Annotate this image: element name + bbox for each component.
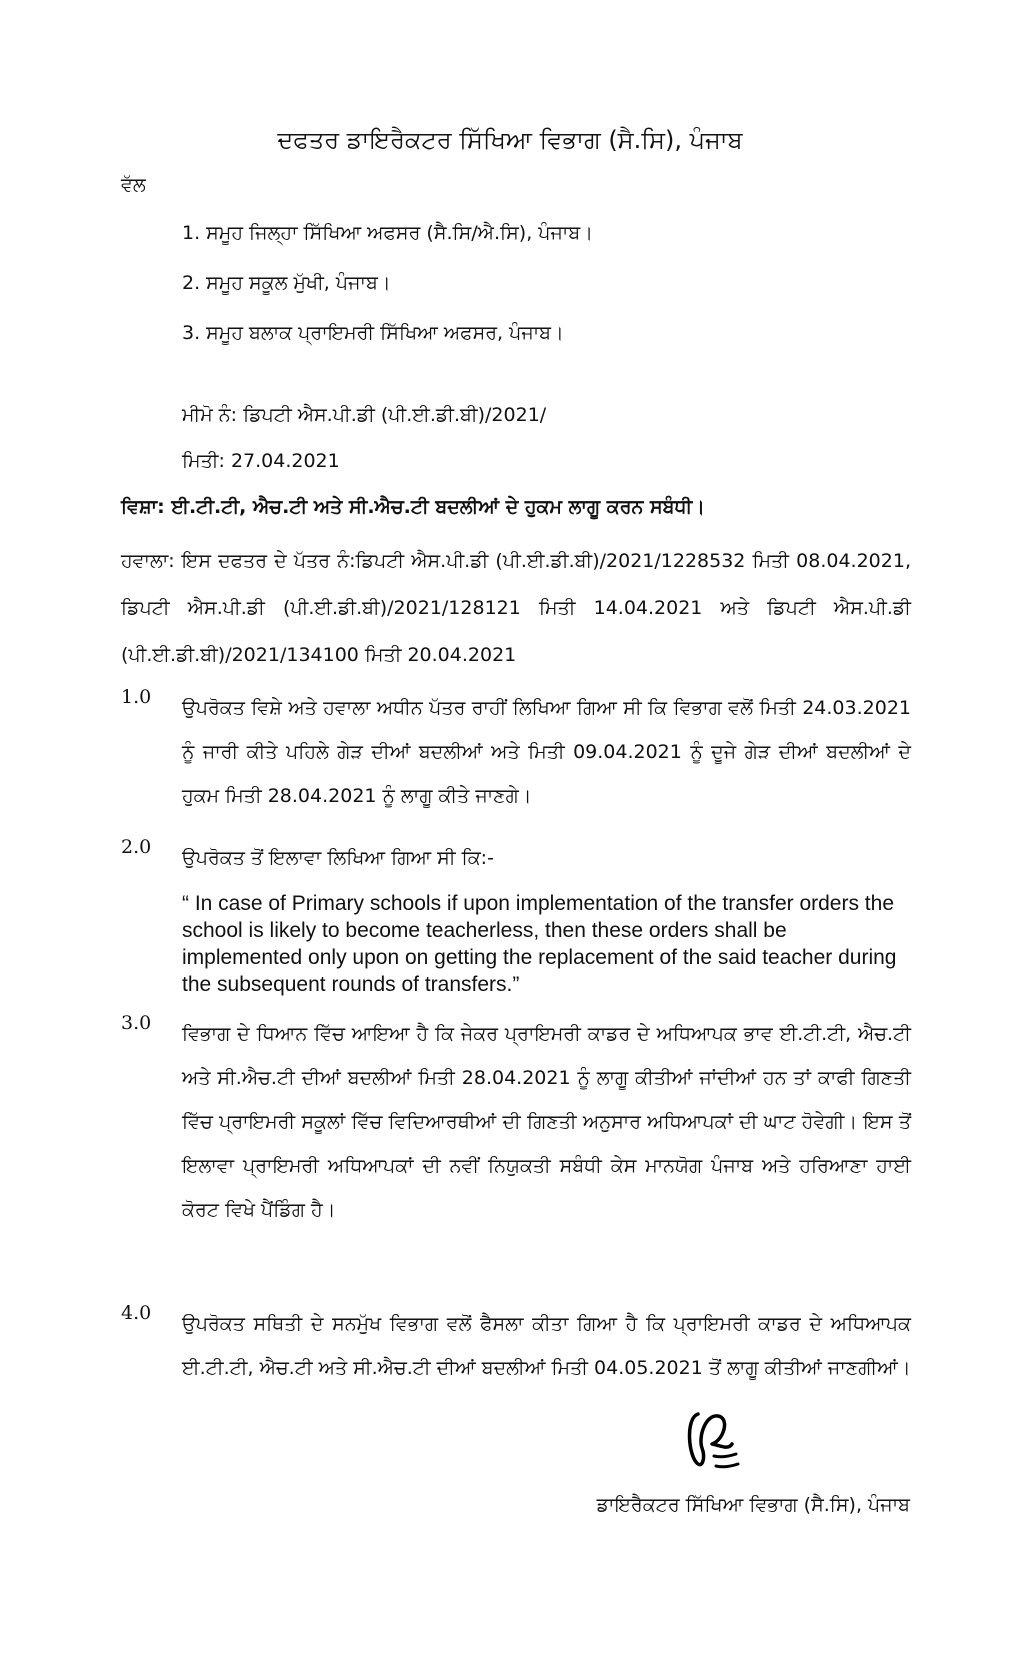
recipient-item: 3. ਸਮੂਹ ਬਲਾਕ ਪ੍ਰਾਇਮਰੀ ਸਿੱਖਿਆ ਅਫਸਰ, ਪੰਜਾਬ। (182, 322, 564, 344)
reference-text: ਹਵਾਲਾ: ਇਸ ਦਫਤਰ ਦੇ ਪੱਤਰ ਨੰ:ਡਿਪਟੀ ਐਸ.ਪੀ.ਡੀ (ਪੀ.ਈ.ਡੀ.ਬੀ)/2021/1228532 ਮਿਤੀ 08.04.2021, ਡਿਪਟੀ ਐਸ.ਪੀ.ਡੀ (ਪੀ.ਈ.ਡੀ.ਬੀ)/2021/128121 ਮਿਤੀ 14.04.2021 ਅਤੇ ਡਿਪਟੀ ਐਸ.ਪੀ.ਡੀ (ਪੀ.ਈ.ਡੀ.ਬੀ)/2021/134100 ਮਿਤੀ 20.04.2021 (121, 550, 911, 666)
recipient-list (182, 218, 593, 368)
handwritten-signature (676, 1400, 756, 1480)
paragraph-number: 4.0 (121, 1302, 152, 1324)
paragraph-text: ਵਿਭਾਗ ਦੇ ਧਿਆਨ ਵਿੱਚ ਆਇਆ ਹੈ ਕਿ ਜੇਕਰ ਪ੍ਰਾਇਮਰੀ ਕਾਡਰ ਦੇ ਅਧਿਆਪਕ ਭਾਵ ਈ.ਟੀ.ਟੀ, ਐਚ.ਟੀ ਅਤੇ ਸੀ.ਐਚ.ਟੀ ਦੀਆਂ ਬਦਲੀਆਂ ਮਿਤੀ 28.04.2021 ਨੂੰ ਲਾਗੂ ਕੀਤੀਆਂ ਜਾਂਦੀਆਂ ਹਨ ਤਾਂ ਕਾਫੀ ਗਿਣਤੀ ਵਿੱਚ ਪ੍ਰਾਇਮਰੀ ਸਕੂਲਾਂ ਵਿੱਚ ਵਿਦਿਆਰਥੀਆਂ ਦੀ ਗਿਣਤੀ ਅਨੁਸਾਰ ਅਧਿਆਪਕਾਂ ਦੀ ਘਾਟ ਹੋਵੇਗੀ। ਇਸ ਤੋਂ ਇਲਾਵਾ ਪ੍ਰਾਇਮਰੀ ਅਧਿਆਪਕਾਂ ਦੀ ਨਵੀਂ ਨਿਯੁਕਤੀ ਸਬੰਧੀ ਕੇਸ ਮਾਨਯੋਗ ਪੰਜਾਬ ਅਤੇ ਹਰਿਆਣਾ ਹਾਈ ਕੋਰਟ ਵਿਖੇ ਪੈਂਡਿੰਗ ਹੈ। (182, 1023, 911, 1221)
paragraph-number: 3.0 (121, 1012, 152, 1034)
memo-date: ਮਿਤੀ: 27.04.2021 (182, 450, 340, 472)
recipient-item: 1. ਸਮੂਹ ਜਿਲ੍ਹਾ ਸਿੱਖਿਆ ਅਫਸਰ (ਸੈ.ਸਿ/ਐ.ਸਿ), ਪੰਜਾਬ। (182, 222, 594, 244)
signatory-designation: ਡਾਇਰੈਕਟਰ ਸਿੱਖਿਆ ਵਿਭਾਗ (ਸੈ.ਸਿ), ਪੰਜਾਬ (596, 1494, 910, 1516)
paragraph-number: 2.0 (121, 836, 152, 858)
office-heading: ਦਫਤਰ ਡਾਇਰੈਕਟਰ ਸਿੱਖਿਆ ਵਿਭਾਗ (ਸੈ.ਸਿ), ਪੰਜਾਬ (277, 126, 743, 154)
paragraph-text: ਉਪਰੋਕਤ ਤੋਂ ਇਲਾਵਾ ਲਿਖਿਆ ਗਿਆ ਸੀ ਕਿ:- (182, 847, 494, 869)
memo-number: ਮੀਮੋ ਨੰ: ਡਿਪਟੀ ਐਸ.ਪੀ.ਡੀ (ਪੀ.ਈ.ਡੀ.ਬੀ)/2021/ (182, 404, 547, 426)
quoted-instruction: “ In case of Primary schools if upon implementation of the transfer orders the school is likely to become teacherless, then these orders shall be implemented only upon on getting the replacement of the said teacher during the subsequent rounds of transfers.” (182, 892, 897, 996)
subject-line: ਵਿਸ਼ਾ: ਈ.ਟੀ.ਟੀ, ਐਚ.ਟੀ ਅਤੇ ਸੀ.ਐਚ.ਟੀ ਬਦਲੀਆਂ ਦੇ ਹੁਕਮ ਲਾਗੂ ਕਰਨ ਸਬੰਧੀ। (121, 496, 705, 518)
paragraph-text: ਉਪਰੋਕਤ ਵਿਸ਼ੇ ਅਤੇ ਹਵਾਲਾ ਅਧੀਨ ਪੱਤਰ ਰਾਹੀਂ ਲਿਖਿਆ ਗਿਆ ਸੀ ਕਿ ਵਿਭਾਗ ਵਲੋਂ ਮਿਤੀ 24.03.2021 ਨੂੰ ਜਾਰੀ ਕੀਤੇ ਪਹਿਲੇ ਗੇੜ ਦੀਆਂ ਬਦਲੀਆਂ ਅਤੇ ਮਿਤੀ 09.04.2021 ਨੂੰ ਦੂਜੇ ਗੇੜ ਦੀਆਂ ਬਦਲੀਆਂ ਦੇ ਹੁਕਮ ਮਿਤੀ 28.04.2021 ਨੂੰ ਲਾਗੂ ਕੀਤੇ ਜਾਣਗੇ। (182, 697, 911, 807)
paragraph-number: 1.0 (121, 686, 152, 708)
paragraph-text: ਉਪਰੋਕਤ ਸਥਿਤੀ ਦੇ ਸਨਮੁੱਖ ਵਿਭਾਗ ਵਲੋਂ ਫੈਸਲਾ ਕੀਤਾ ਗਿਆ ਹੈ ਕਿ ਪ੍ਰਾਇਮਰੀ ਕਾਡਰ ਦੇ ਅਧਿਆਪਕ ਈ.ਟੀ.ਟੀ, ਐਚ.ਟੀ ਅਤੇ ਸੀ.ਐਚ.ਟੀ ਦੀਆਂ ਬਦਲੀਆਂ ਮਿਤੀ 04.05.2021 ਤੋਂ ਲਾਗੂ ਕੀਤੀਆਂ ਜਾਣਗੀਆਂ। (182, 1313, 911, 1379)
recipient-item: 2. ਸਮੂਹ ਸਕੂਲ ਮੁੱਖੀ, ਪੰਜਾਬ। (182, 272, 391, 294)
addressee-label: ਵੱਲ (121, 174, 146, 196)
